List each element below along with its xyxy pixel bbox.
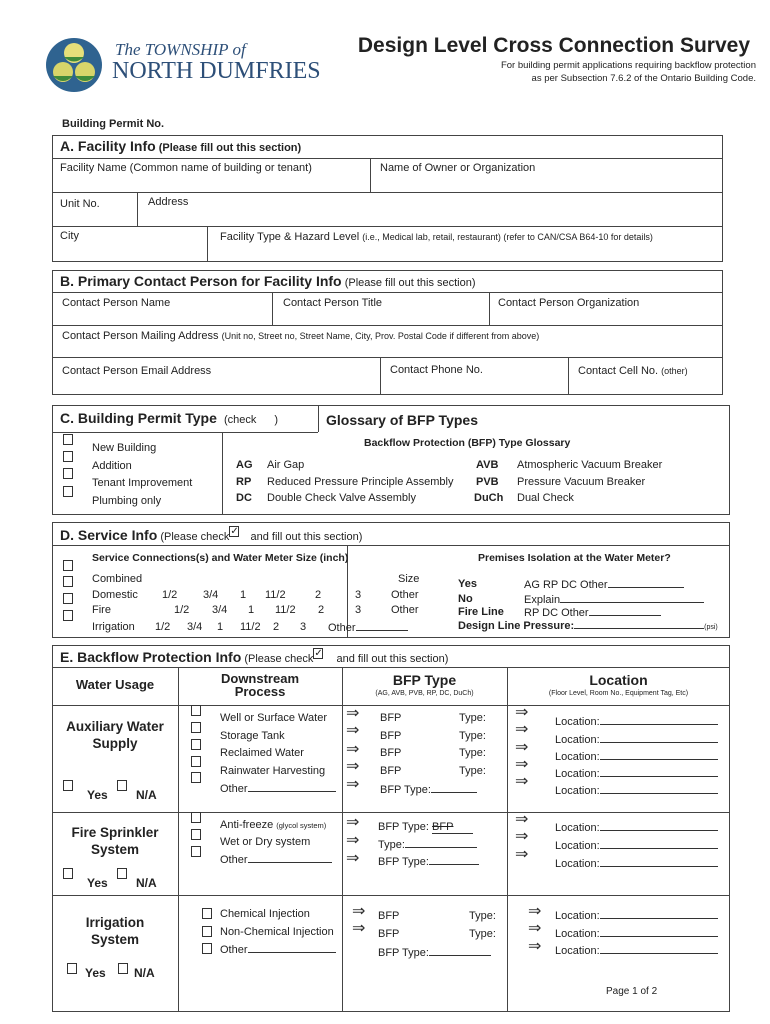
glossary-code: PVB [476,476,499,488]
col-water-usage: Water Usage [75,677,155,692]
cell-field[interactable] [578,365,688,377]
process-label: Wet or Dry system [220,836,311,848]
glossary-desc: Dual Check [517,492,574,504]
irrigation-other-process-field[interactable] [220,943,336,956]
glossary-code: AVB [476,459,499,471]
process-checkbox[interactable] [191,722,201,733]
bfp-label: BFP [380,765,402,777]
size-option[interactable]: 1/2 [155,621,171,633]
option-tenant-improvement: Tenant Improvement [92,477,193,489]
plumbing-only-checkbox[interactable] [63,486,73,497]
section-d-note-b: and fill out this section) [250,531,363,543]
facility-type-field[interactable] [220,231,653,243]
aux-water-supply-label: Auxiliary Water Supply [66,719,164,751]
owner-name-field[interactable]: Name of Owner or Organization [380,162,536,174]
addition-checkbox[interactable] [63,451,73,462]
process-label: Anti-freeze [220,819,274,831]
glossary-desc: Double Check Valve Assembly [267,492,416,504]
tenant-improvement-checkbox[interactable] [63,468,73,479]
bfp-type-field[interactable]: Type: [469,910,496,922]
location-field[interactable] [555,857,718,870]
contact-name-field[interactable]: Contact Person Name [62,297,171,309]
size-option[interactable]: 11/2 [265,589,286,601]
process-checkbox[interactable] [202,926,212,937]
size-option[interactable]: 1/2 [174,604,190,616]
process-checkbox[interactable] [191,846,201,857]
bfp-type-field[interactable]: Type: [459,730,486,742]
location-label: Location: [555,751,600,763]
size-option[interactable]: 1 [217,621,224,633]
col-location-sub: (Floor Level, Room No., Equipment Tag, Etc) [548,690,689,697]
bfp-type-field[interactable]: Type: [459,712,486,724]
glossary-desc: Reduced Pressure Principle Assembly [267,476,454,488]
arrow-right-icon: ⇒ [515,773,529,790]
subtitle-1: For building permit applications requiring backflow protection [500,60,756,71]
bfp-type-label: BFP Type: [378,856,429,868]
bfp-type-field[interactable] [378,855,479,868]
aux-other-field[interactable] [220,782,336,795]
premises-isolation-title: Premises Isolation at the Water Meter? [478,552,671,564]
process-checkbox[interactable] [202,943,212,954]
fire-line-options[interactable] [524,606,661,619]
section-a-title: A. Facility Info [60,138,156,154]
option-addition: Addition [92,460,132,472]
bfp-type-field[interactable]: Type: [469,928,496,940]
glossary-desc: Atmospheric Vacuum Breaker [517,459,663,471]
bfp-label: BFP [378,910,400,922]
location-label: Location: [555,840,600,852]
section-e-note-a: (Please check [244,653,314,665]
combined-checkbox[interactable] [63,560,73,571]
fire-sprinkler-label: Fire Sprinkler System [71,825,159,857]
glossary-code: RP [236,476,252,488]
bfp-label: BFP [380,712,402,724]
fire-other-field[interactable] [220,853,332,866]
location-label: Location: [555,928,600,940]
iso-no-label: No [458,593,473,605]
size-option[interactable]: 1 [240,589,247,601]
location-label: Location: [555,822,600,834]
fire-na-label: N/A [136,876,157,890]
bfp-type-field[interactable] [378,946,491,959]
size-option[interactable]: 3 [355,589,362,601]
location-field[interactable] [555,927,718,940]
size-option[interactable]: 2 [273,621,280,633]
bfp-type-value: BFP [432,821,473,834]
bfp-type-field[interactable]: Type: [459,747,486,759]
design-pressure-label: Design Line Pressure: [458,620,575,632]
glossary-code: DC [236,492,252,504]
fire-label: Fire [92,604,111,616]
process-label: Other [220,944,248,956]
bfp-label: BFP [380,730,402,742]
fire-na-checkbox[interactable] [117,868,127,879]
arrow-right-icon: ⇒ [515,739,529,756]
fire-line-options-text: RP DC Other [524,607,589,619]
bfp-type-field[interactable] [380,783,477,796]
process-checkbox[interactable] [191,739,201,750]
location-field[interactable] [555,909,718,922]
size-option[interactable]: 1/2 [162,589,178,601]
process-label: Rainwater Harvesting [220,765,326,777]
location-label: Location: [555,734,600,746]
size-option[interactable]: 1 [248,604,255,616]
antifreeze-note: (glycol system) [276,821,327,830]
bfp-type-label: Type: [378,839,405,851]
glossary-title: Glossary of BFP Types [326,412,478,428]
cell-note: (other) [661,366,688,376]
arrow-right-icon: ⇒ [346,814,360,831]
location-label: Location: [555,910,600,922]
glossary-desc: Pressure Vacuum Breaker [517,476,646,488]
process-label: Other [220,854,248,866]
checkmark-icon: ✓ [314,648,323,659]
size-option[interactable]: Other [391,604,419,616]
process-label: Reclaimed Water [220,747,304,759]
irrigation-na-checkbox[interactable] [118,963,128,974]
irrigation-yes-label: Yes [85,966,106,980]
logo-text-top: The TOWNSHIP of [115,40,246,59]
location-field[interactable] [555,821,718,834]
logo-emblem [44,36,104,94]
size-option[interactable]: 3 [355,604,362,616]
size-option[interactable]: 3 [300,621,307,633]
arrow-right-icon: ⇒ [346,705,360,722]
arrow-right-icon: ⇒ [352,903,366,920]
section-c-note-open: (check [223,414,257,426]
page-number: Page 1 of 2 [606,986,658,997]
location-label: Location: [555,945,600,957]
domestic-checkbox[interactable] [63,576,73,587]
cell-label: Contact Cell No. [578,365,659,377]
location-field[interactable] [555,944,718,957]
facility-name-field[interactable]: Facility Name (Common name of building or tenant) [60,162,312,174]
fire-yes-label: Yes [87,876,108,890]
facility-type-label: Facility Type & Hazard Level [220,231,360,243]
process-checkbox[interactable] [191,772,201,783]
checkmark-icon: ✓ [230,526,239,537]
section-d-note-a: (Please check [160,531,230,543]
service-connections-title: Service Connections(s) and Water Meter Size (inch) [92,552,349,564]
location-label: Location: [555,768,600,780]
size-option[interactable]: Other [391,589,419,601]
arrow-right-icon: ⇒ [515,704,529,721]
psi-unit: (psi) [704,624,718,631]
fire-yes-checkbox[interactable] [63,868,73,879]
location-field[interactable] [555,750,718,763]
section-e-note-b: and fill out this section) [336,653,449,665]
section-c-note-close: ) [274,414,279,426]
irrigation-system-label: Irrigation System [85,915,145,947]
irrigation-na-label: N/A [134,966,155,980]
contact-org-field[interactable]: Contact Person Organization [498,297,640,309]
iso-yes-options[interactable] [524,578,684,591]
arrow-right-icon: ⇒ [515,846,529,863]
domestic-label: Domestic [92,589,138,601]
iso-yes-options-text: AG RP DC Other [524,579,608,591]
mailing-address-field[interactable] [62,330,539,342]
explain-label: Explain [524,594,561,606]
location-label: Location: [555,785,600,797]
glossary-subtitle: Backflow Protection (BFP) Type Glossary [364,437,571,449]
process-label: Non-Chemical Injection [220,926,334,938]
size-option[interactable]: 3/4 [187,621,203,633]
col-downstream-process: Downstream Process [220,671,300,699]
irrigation-yes-checkbox[interactable] [67,963,77,974]
arrow-right-icon: ⇒ [346,832,360,849]
process-checkbox[interactable] [202,908,212,919]
facility-type-note: (i.e., Medical lab, retail, restaurant) (refer to CAN/CSA B64-10 for details) [362,232,653,242]
arrow-right-icon: ⇒ [515,828,529,845]
explain-field[interactable] [524,593,704,606]
logo-text-bottom: NORTH DUMFRIES [112,58,321,84]
glossary-code: AG [236,459,253,471]
arrow-right-icon: ⇒ [515,756,529,773]
bfp-type-field[interactable]: Type: [459,765,486,777]
section-e-title: E. Backflow Protection Info [60,649,242,665]
process-label: Chemical Injection [220,908,310,920]
arrow-right-icon: ⇒ [528,920,542,937]
irrigation-checkbox[interactable] [63,610,73,621]
section-a-note: (Please fill out this section) [158,142,302,154]
subtitle-2: as per Subsection 7.6.2 of the Ontario Building Code. [531,73,756,84]
arrow-right-icon: ⇒ [346,741,360,758]
location-label: Location: [555,716,600,728]
size-option[interactable]: 11/2 [275,604,296,616]
location-field[interactable] [555,784,718,797]
bfp-type-field[interactable] [378,838,477,851]
size-option[interactable]: 3/4 [203,589,219,601]
aux-yes-checkbox[interactable] [63,780,73,791]
page-title: Design Level Cross Connection Survey [357,34,750,57]
bfp-type-label: BFP Type: [378,947,429,959]
glossary-code: DuCh [474,492,504,504]
building-permit-label: Building Permit No. [62,118,165,130]
irrigation-label: Irrigation [92,621,135,633]
col-bfp-type: BFP Type [392,672,457,688]
arrow-right-icon: ⇒ [352,920,366,937]
size-option[interactable]: 2 [315,589,322,601]
section-b-title: B. Primary Contact Person for Facility Info [60,273,342,289]
aux-yes-label: Yes [87,788,108,802]
process-label: Well or Surface Water [220,712,327,724]
unit-no-field[interactable]: Unit No. [60,198,100,210]
process-checkbox[interactable] [191,705,201,716]
col-location: Location [589,672,648,688]
size-label: Size [398,573,420,585]
arrow-right-icon: ⇒ [346,850,360,867]
iso-yes-label: Yes [458,578,477,590]
size-option[interactable]: 11/2 [240,621,261,633]
bfp-label: BFP [380,747,402,759]
arrow-right-icon: ⇒ [528,938,542,955]
process-label: Other [220,783,248,795]
arrow-right-icon: ⇒ [346,758,360,775]
mailing-label: Contact Person Mailing Address [62,330,219,342]
size-option: Other [328,622,356,634]
new-building-checkbox[interactable] [63,434,73,445]
arrow-right-icon: ⇒ [346,776,360,793]
col-bfp-type-sub: (AG, AVB, PVB, RP, DC, DuCh) [375,690,474,697]
size-option[interactable]: 2 [318,604,325,616]
location-label: Location: [555,858,600,870]
process-checkbox[interactable] [191,812,201,823]
contact-title-field[interactable]: Contact Person Title [283,297,383,309]
bfp-label: BFP [378,928,400,940]
location-field[interactable] [555,767,718,780]
aux-na-label: N/A [136,788,157,802]
process-checkbox[interactable] [191,756,201,767]
combined-label: Combined [92,573,143,585]
address-field[interactable]: Address [148,196,189,208]
bfp-type-label: BFP Type: [378,821,429,833]
phone-field[interactable]: Contact Phone No. [390,364,483,376]
section-d-title: D. Service Info [60,527,158,543]
size-option[interactable]: 3/4 [212,604,228,616]
section-b-note: (Please fill out this section) [344,277,476,289]
email-field[interactable]: Contact Person Email Address [62,365,212,377]
fire-line-label: Fire Line [458,606,504,618]
section-c-title: C. Building Permit Type [60,410,217,426]
bfp-type-field[interactable] [378,821,473,833]
irrigation-other-field[interactable] [328,621,408,634]
location-field[interactable] [555,839,718,852]
process-checkbox[interactable] [191,829,201,840]
location-field[interactable] [555,733,718,746]
option-plumbing-only: Plumbing only [92,495,162,507]
location-field[interactable] [555,715,718,728]
arrow-right-icon: ⇒ [528,903,542,920]
fire-checkbox[interactable] [63,593,73,604]
design-pressure-field[interactable] [458,619,718,632]
bfp-type-label: BFP Type: [380,784,431,796]
arrow-right-icon: ⇒ [515,811,529,828]
mailing-note: (Unit no, Street no, Street Name, City, Prov. Postal Code if different from above) [221,331,540,341]
city-field[interactable]: City [60,230,79,242]
arrow-right-icon: ⇒ [346,722,360,739]
aux-na-checkbox[interactable] [117,780,127,791]
process-label: Storage Tank [220,730,285,742]
option-new-building: New Building [92,442,157,454]
arrow-right-icon: ⇒ [515,721,529,738]
glossary-desc: Air Gap [267,459,305,471]
